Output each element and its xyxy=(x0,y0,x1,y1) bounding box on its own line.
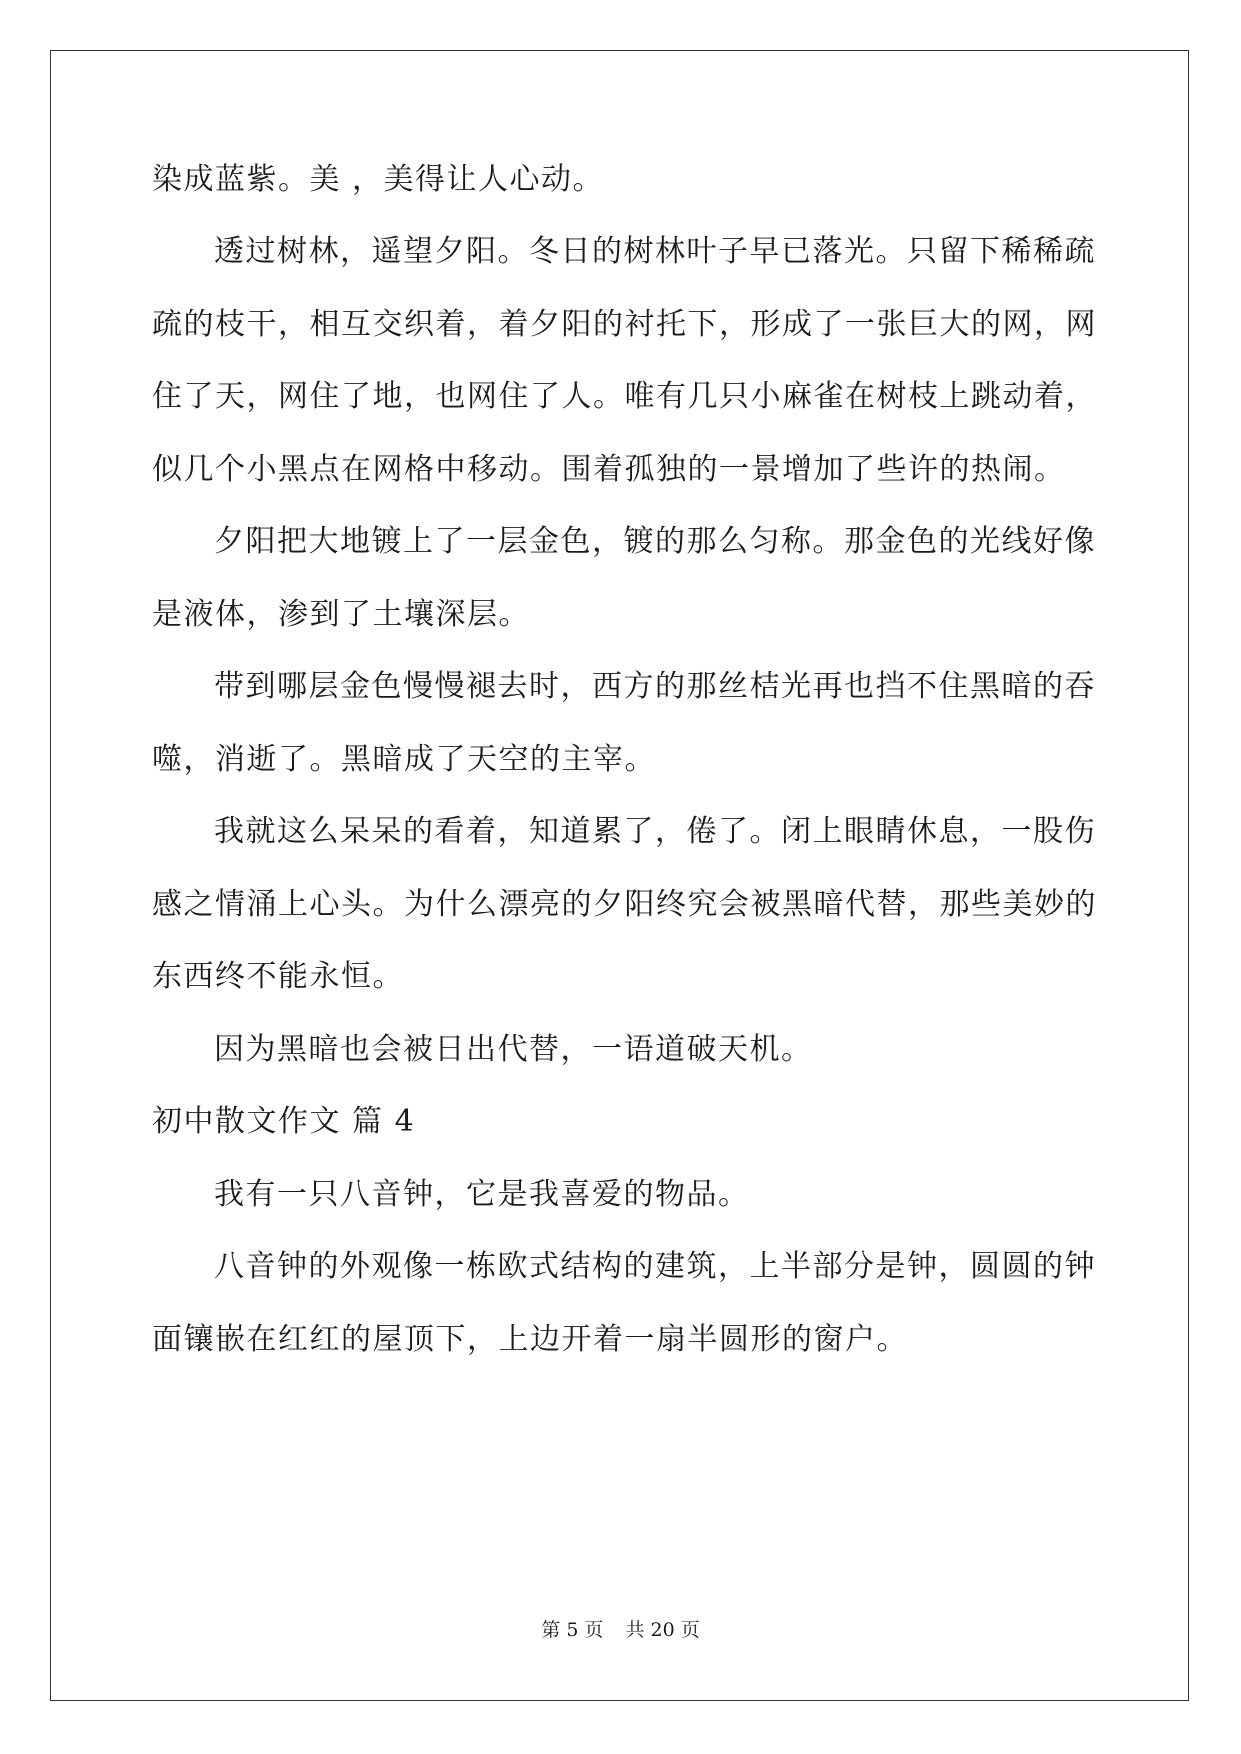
text-line: 染成蓝紫。美 ，美得让人心动。 xyxy=(152,162,605,197)
text-line: 感之情涌上心头。为什么漂亮的夕阳终究会被黑暗代替，那些美妙的 xyxy=(152,887,1097,922)
page-total: 共 20 页 xyxy=(625,1619,700,1641)
text-line: 疏的枝干，相互交织着，着夕阳的衬托下，形成了一张巨大的网，网 xyxy=(152,307,1097,342)
page-border xyxy=(50,50,1189,1701)
text-line: 噬，消逝了。黑暗成了天空的主宰。 xyxy=(152,742,656,777)
text-line: 是液体，渗到了土壤深层。 xyxy=(152,597,530,632)
paragraph-start: 八音钟的外观像一栋欧式结构的建筑，上半部分是钟，圆圆的钟 xyxy=(214,1249,1096,1284)
paragraph-start: 透过树林，遥望夕阳。冬日的树林叶子早已落光。只留下稀稀疏 xyxy=(214,234,1096,269)
page-number: 第 5 页 xyxy=(541,1619,604,1641)
paragraph-start: 带到哪层金色慢慢褪去时，西方的那丝桔光再也挡不住黑暗的吞 xyxy=(214,669,1096,704)
text-line: 似几个小黑点在网格中移动。围着孤独的一景增加了些许的热闹。 xyxy=(152,452,1066,487)
paragraph-start: 我就这么呆呆的看着，知道累了，倦了。闭上眼睛休息，一股伤 xyxy=(214,814,1096,849)
paragraph-start: 夕阳把大地镀上了一层金色，镀的那么匀称。那金色的光线好像 xyxy=(214,524,1096,559)
page-footer xyxy=(0,1618,1241,1642)
paragraph-start: 我有一只八音钟，它是我喜爱的物品。 xyxy=(214,1177,750,1212)
section-heading: 初中散文作文 篇 4 xyxy=(152,1104,416,1139)
text-line: 住了天，网住了地，也网住了人。唯有几只小麻雀在树枝上跳动着， xyxy=(152,379,1097,414)
paragraph-start: 因为黑暗也会被日出代替，一语道破天机。 xyxy=(214,1032,813,1067)
text-line: 面镶嵌在红红的屋顶下，上边开着一扇半圆形的窗户。 xyxy=(152,1322,908,1357)
text-line: 东西终不能永恒。 xyxy=(152,959,404,994)
